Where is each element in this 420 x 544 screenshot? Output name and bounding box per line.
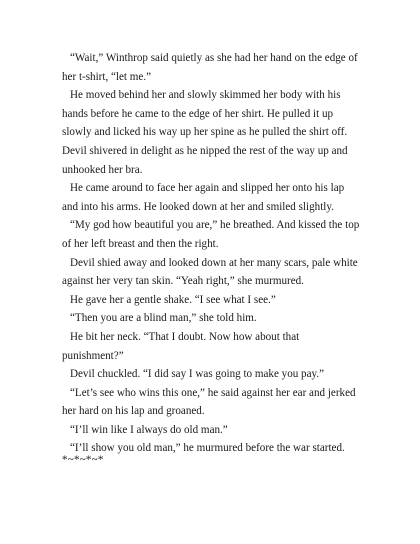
- paragraph: He bit her neck. “That I doubt. Now how about that punishment?”: [62, 330, 300, 362]
- body-text: [62, 49, 362, 458]
- paragraph: “I’ll show you old man,” he murmured before the war started.: [70, 442, 345, 455]
- paragraph: “My god how beautiful you are,” he breathed. And kissed the top of her left breast and then the right.: [62, 219, 360, 250]
- paragraph: Devil shied away and looked down at her many scars, pale white against her very tan skin. “Yeah right,” she murmured.: [62, 256, 358, 288]
- scene-break-separator: *~*~*~*: [62, 454, 104, 466]
- paragraph: He came around to face her again and slipped her onto his lap and into his arms. He looked down at her and smiled slightly.: [62, 182, 345, 213]
- paragraph: Devil chuckled. “I did say I was going to make you pay.”: [70, 368, 325, 381]
- paragraph: “Wait,” Winthrop said quietly as she had her hand on the edge of her t-shirt, “let me.”: [62, 52, 358, 83]
- paragraph: He gave her a gentle shake. “I see what I see.”: [70, 293, 276, 306]
- paragraph: He moved behind her and slowly skimmed her body with his hands before he came to the edge of her shirt. He pulled it up slowly and licked his way up her spine as he pulled the shirt off. Devil shivered in delight as he nipped the rest of the way up and unhooked her bra.: [62, 89, 348, 176]
- paragraph: “Then you are a blind man,” she told him.: [70, 312, 257, 325]
- paragraph: “Let’s see who wins this one,” he said against her ear and jerked her hard on his lap and groaned.: [62, 386, 356, 418]
- paragraph: “I’ll win like I always do old man.”: [70, 423, 228, 436]
